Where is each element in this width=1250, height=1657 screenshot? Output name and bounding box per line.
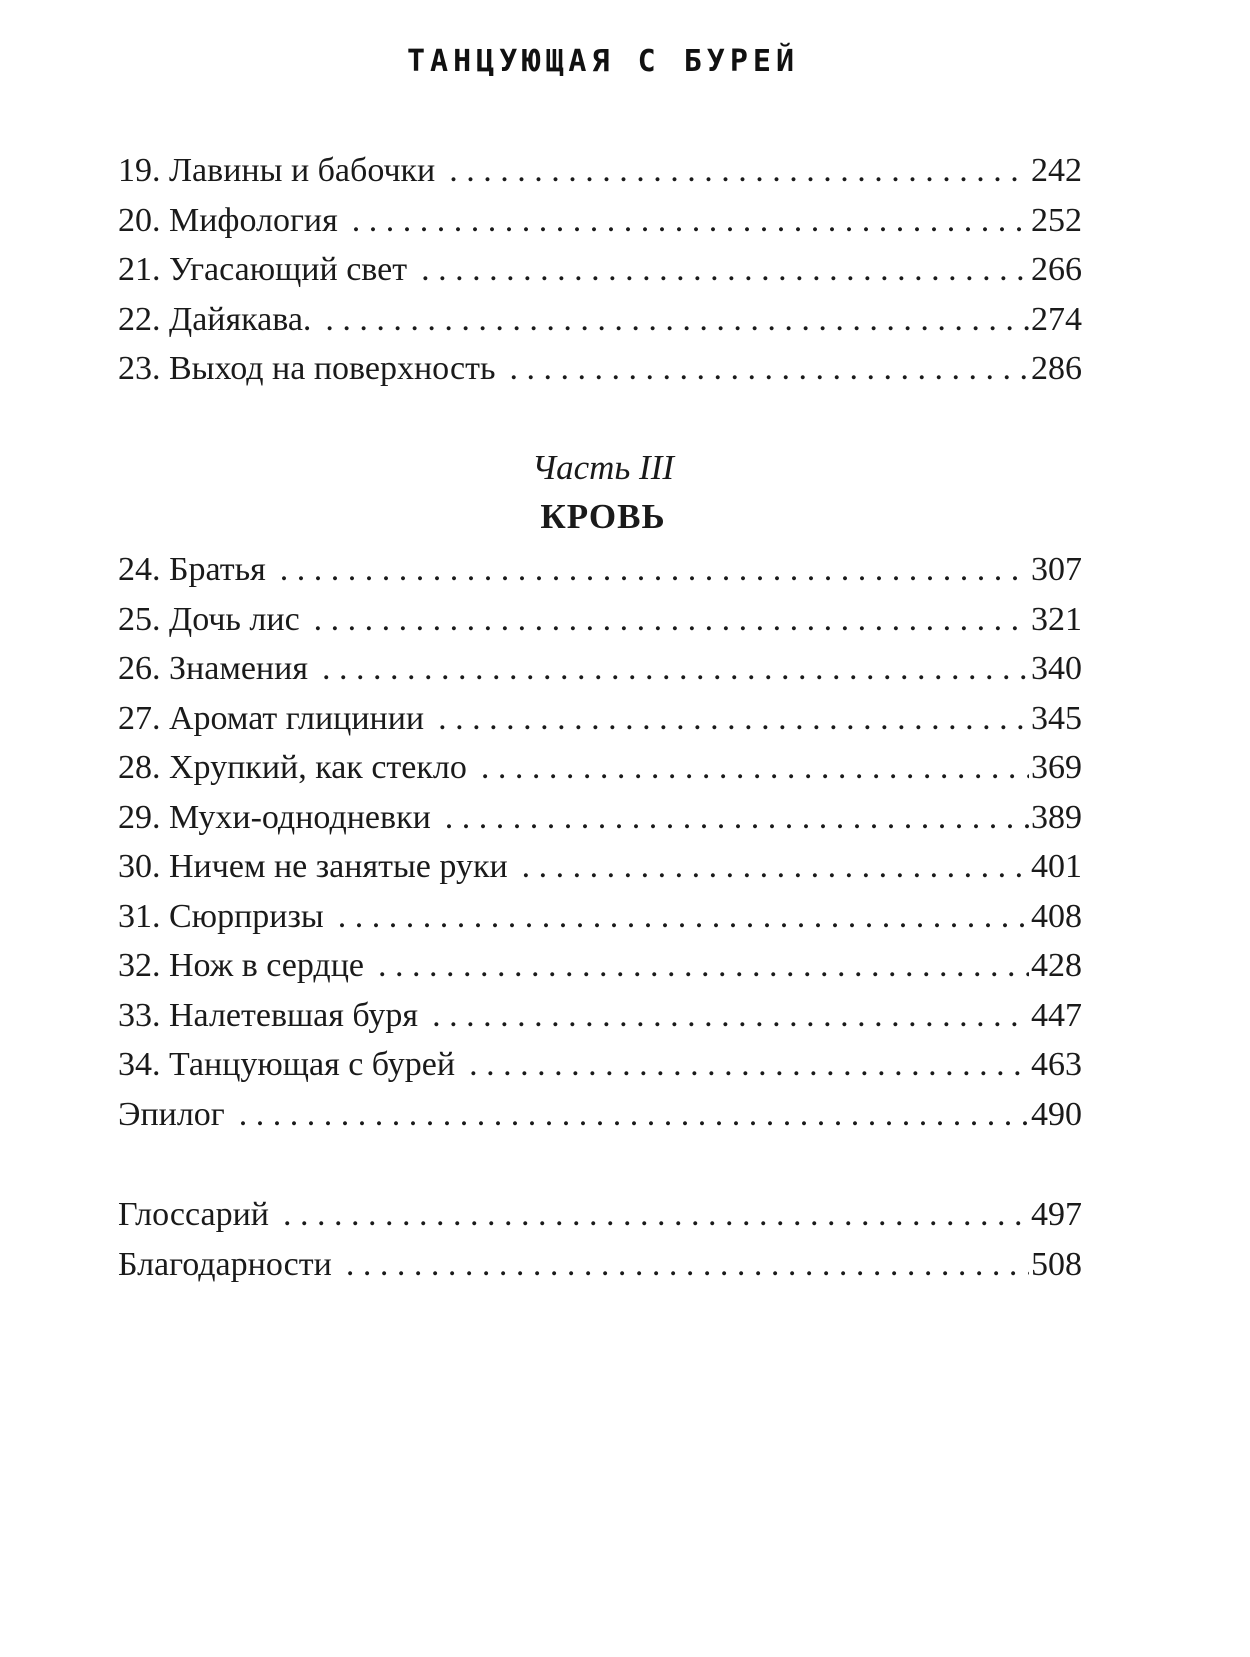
- toc-entry-page: 274: [1029, 295, 1082, 345]
- toc-entry-21[interactable]: [118, 245, 1082, 295]
- dot-leader: [322, 644, 1029, 694]
- toc-entry-label: 31. Сюрпризы: [118, 892, 338, 942]
- part-title: КРОВЬ: [540, 497, 666, 536]
- dot-leader: [445, 793, 1029, 843]
- toc-entry-page: 389: [1029, 793, 1082, 843]
- toc-entry-label: Благодарности: [118, 1240, 346, 1290]
- toc-entry-label: 29. Мухи-однодневки: [118, 793, 445, 843]
- dot-leader: [432, 991, 1029, 1041]
- toc-entry-label: 32. Нож в сердце: [118, 941, 378, 991]
- toc-entry-29[interactable]: [118, 793, 1082, 843]
- dot-leader: [280, 545, 1029, 595]
- toc-entry-page: 401: [1029, 842, 1082, 892]
- dot-leader: [325, 295, 1029, 345]
- part-label: Часть III: [531, 448, 675, 487]
- toc-entry-label: 23. Выход на поверхность: [118, 344, 509, 394]
- toc-entry-label: Глоссарий: [118, 1190, 283, 1240]
- toc-entry-page: 242: [1029, 146, 1082, 196]
- toc-entry-34[interactable]: [118, 1040, 1082, 1090]
- toc-entry-glossary[interactable]: [118, 1190, 1082, 1240]
- toc-entry-label: 28. Хрупкий, как стекло: [118, 743, 481, 793]
- toc-entry-page: 266: [1029, 245, 1082, 295]
- dot-leader: [509, 344, 1029, 394]
- toc-entry-page: 428: [1029, 941, 1082, 991]
- dot-leader: [469, 1040, 1029, 1090]
- toc-entry-page: 252: [1029, 196, 1082, 246]
- toc-entry-page: 490: [1029, 1090, 1082, 1140]
- toc-entry-label: 24. Братья: [118, 545, 280, 595]
- dot-leader: [283, 1190, 1029, 1240]
- running-head: ТАНЦУЮЩАЯ С БУРЕЙ: [406, 44, 800, 79]
- toc-entry-label: 34. Танцующая с бурей: [118, 1040, 469, 1090]
- toc-entry-page: 345: [1029, 694, 1082, 744]
- toc-entry-33[interactable]: [118, 991, 1082, 1041]
- toc-section-part3: [118, 545, 1082, 1139]
- toc-entry-label: 22. Дайякава.: [118, 295, 325, 345]
- toc-section-top: [118, 146, 1082, 394]
- dot-leader: [338, 892, 1029, 942]
- dot-leader: [481, 743, 1029, 793]
- toc-entry-32[interactable]: [118, 941, 1082, 991]
- toc-entry-25[interactable]: [118, 595, 1082, 645]
- toc-entry-page: 508: [1029, 1240, 1082, 1290]
- toc-entry-page: 497: [1029, 1190, 1082, 1240]
- toc-entry-page: 447: [1029, 991, 1082, 1041]
- toc-entry-label: 26. Знамения: [118, 644, 322, 694]
- toc-entry-label: 19. Лавины и бабочки: [118, 146, 449, 196]
- toc-entry-28[interactable]: [118, 743, 1082, 793]
- toc-entry-label: 25. Дочь лис: [118, 595, 314, 645]
- toc-entry-page: 369: [1029, 743, 1082, 793]
- dot-leader: [346, 1240, 1029, 1290]
- toc-entry-31[interactable]: [118, 892, 1082, 942]
- toc-entry-label: 27. Аромат глицинии: [118, 694, 438, 744]
- dot-leader: [522, 842, 1029, 892]
- dot-leader: [378, 941, 1029, 991]
- toc-entry-page: 307: [1029, 545, 1082, 595]
- toc-entry-22[interactable]: [118, 295, 1082, 345]
- toc-section-back: [118, 1190, 1082, 1289]
- toc-entry-30[interactable]: [118, 842, 1082, 892]
- toc-entry-27[interactable]: [118, 694, 1082, 744]
- dot-leader: [421, 245, 1029, 295]
- toc-entry-page: 321: [1029, 595, 1082, 645]
- toc-entry-label: Эпилог: [118, 1090, 239, 1140]
- dot-leader: [314, 595, 1029, 645]
- toc-entry-19[interactable]: [118, 146, 1082, 196]
- toc-entry-page: 463: [1029, 1040, 1082, 1090]
- toc-entry-page: 408: [1029, 892, 1082, 942]
- toc-entry-acknowledgements[interactable]: [118, 1240, 1082, 1290]
- toc-entry-24[interactable]: [118, 545, 1082, 595]
- dot-leader: [352, 196, 1029, 246]
- toc-entry-26[interactable]: [118, 644, 1082, 694]
- dot-leader: [449, 146, 1029, 196]
- dot-leader: [239, 1090, 1029, 1140]
- toc-entry-label: 21. Угасающий свет: [118, 245, 421, 295]
- toc-entry-23[interactable]: [118, 344, 1082, 394]
- toc-entry-epilogue[interactable]: [118, 1090, 1082, 1140]
- toc-entry-20[interactable]: [118, 196, 1082, 246]
- dot-leader: [438, 694, 1029, 744]
- toc-entry-label: 33. Налетевшая буря: [118, 991, 432, 1041]
- toc-entry-page: 286: [1029, 344, 1082, 394]
- toc-entry-label: 30. Ничем не занятые руки: [118, 842, 522, 892]
- toc-entry-page: 340: [1029, 644, 1082, 694]
- toc-entry-label: 20. Мифология: [118, 196, 352, 246]
